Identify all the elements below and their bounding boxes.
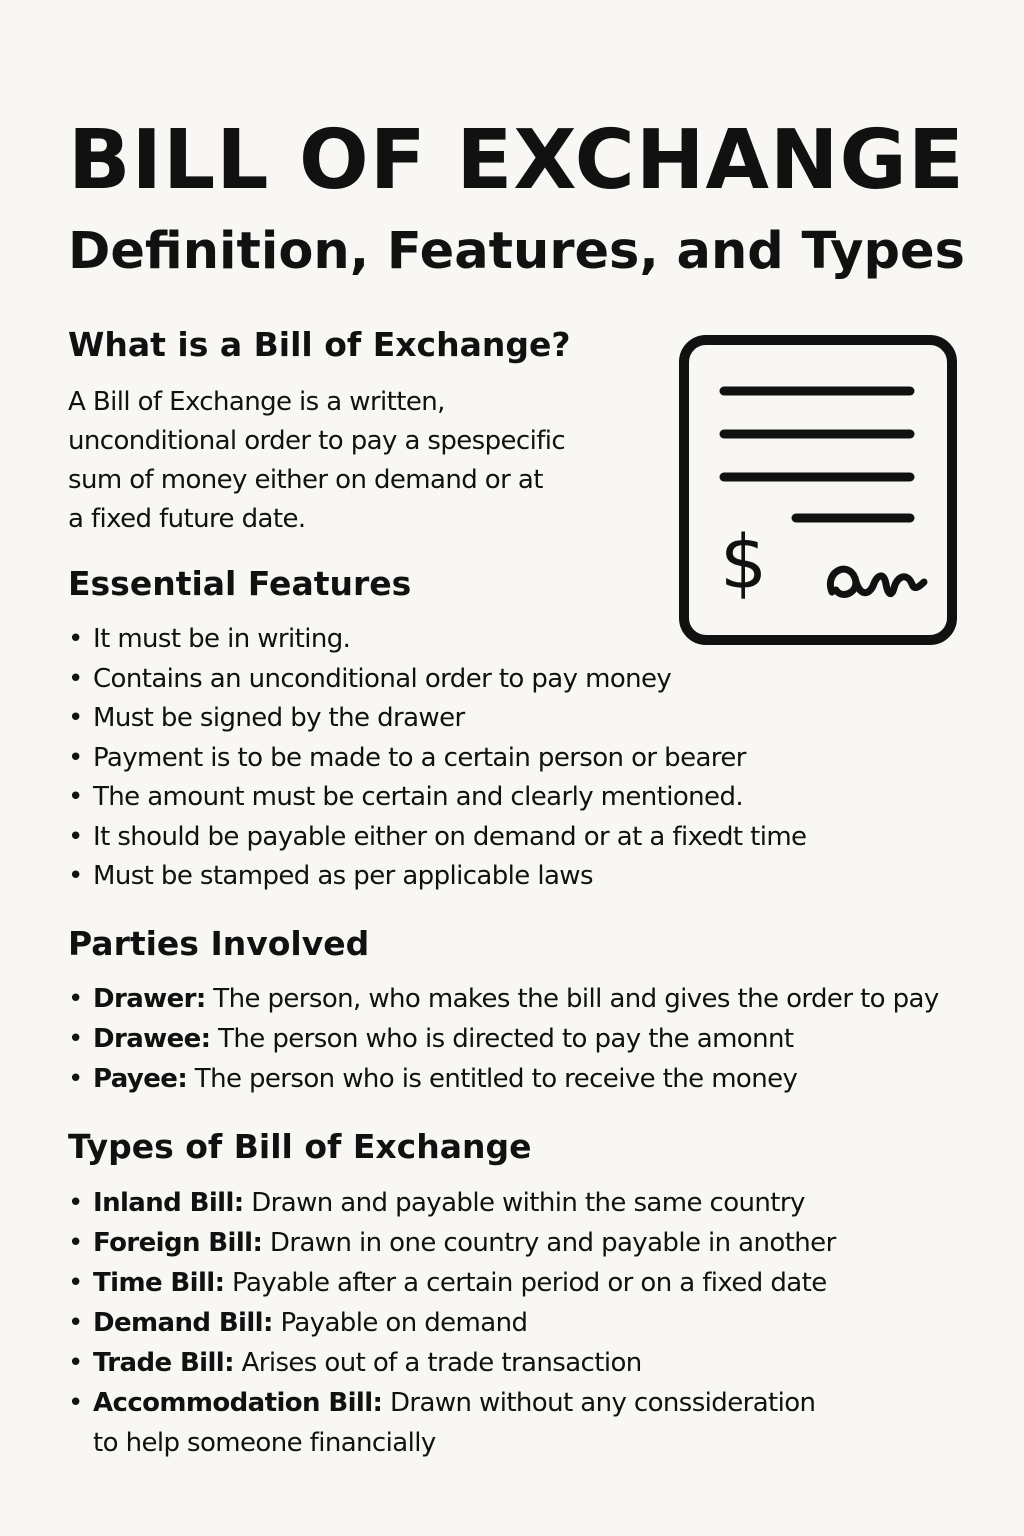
feature-item: • Must be stamped as per applicable laws (68, 857, 806, 897)
bill-document-icon (678, 334, 958, 646)
definition-line: unconditional order to pay a spespecific (68, 426, 566, 456)
type-text: Payable after a certain period or on a fixed date (224, 1268, 827, 1298)
type-term: Demand Bill: (93, 1308, 273, 1338)
type-term: Accommodation Bill: (93, 1388, 383, 1418)
party-text: The person, who makes the bill and gives the order to pay (205, 984, 939, 1014)
type-item (68, 1343, 836, 1383)
type-item (68, 1303, 836, 1343)
definition-heading: What is a Bill of Exchange? (68, 325, 571, 364)
feature-item: • Must be signed by the drawer (68, 699, 806, 739)
page-title: BILL OF EXCHANGE (68, 113, 965, 208)
party-item (68, 1059, 939, 1099)
type-text: Drawn and payable within the same country (243, 1188, 805, 1218)
types-list (68, 1183, 836, 1463)
type-text: Arises out of a trade transaction (233, 1348, 642, 1378)
party-item (68, 979, 939, 1019)
feature-item: • Contains an unconditional order to pay money (68, 660, 806, 700)
type-term: Trade Bill: (93, 1348, 234, 1378)
definition-line: sum of money either on demand or at (68, 465, 543, 495)
type-text: Drawn without any conssideration (382, 1388, 816, 1418)
type-item (68, 1383, 836, 1463)
types-heading: Types of Bill of Exchange (68, 1127, 532, 1166)
definition-text (68, 383, 565, 539)
type-text-continuation: to help someone financially (93, 1428, 436, 1458)
dollar-sign-icon: $ (720, 520, 768, 606)
type-term: Inland Bill: (93, 1188, 244, 1218)
feature-item: • It should be payable either on demand or at a fixedt time (68, 818, 806, 858)
feature-item: • The amount must be certain and clearly mentioned. (68, 778, 806, 818)
definition-line: A Bill of Exchange is a written, (68, 387, 445, 417)
features-heading: Essential Features (68, 564, 412, 603)
type-term: Foreign Bill: (93, 1228, 263, 1258)
type-item (68, 1183, 836, 1223)
signature-icon (830, 569, 924, 594)
type-text: Drawn in one country and payable in another (262, 1228, 836, 1258)
features-list (68, 620, 806, 897)
definition-line: a fixed future date. (68, 504, 306, 534)
type-item (68, 1223, 836, 1263)
type-text: Payable on demand (272, 1308, 528, 1338)
party-text: The person who is directed to pay the amonnt (210, 1024, 794, 1054)
page-subtitle: Definition, Features, and Types (68, 222, 965, 281)
feature-item: • Payment is to be made to a certain person or bearer (68, 739, 806, 779)
parties-heading: Parties Involved (68, 924, 370, 963)
type-term: Time Bill: (93, 1268, 225, 1298)
party-term: Payee: (93, 1064, 188, 1094)
party-text: The person who is entitled to receive the money (187, 1064, 798, 1094)
party-term: Drawer: (93, 984, 206, 1014)
type-item (68, 1263, 836, 1303)
party-item (68, 1019, 939, 1059)
parties-list (68, 979, 939, 1099)
feature-item: • It must be in writing. (68, 620, 806, 660)
party-term: Drawee: (93, 1024, 211, 1054)
